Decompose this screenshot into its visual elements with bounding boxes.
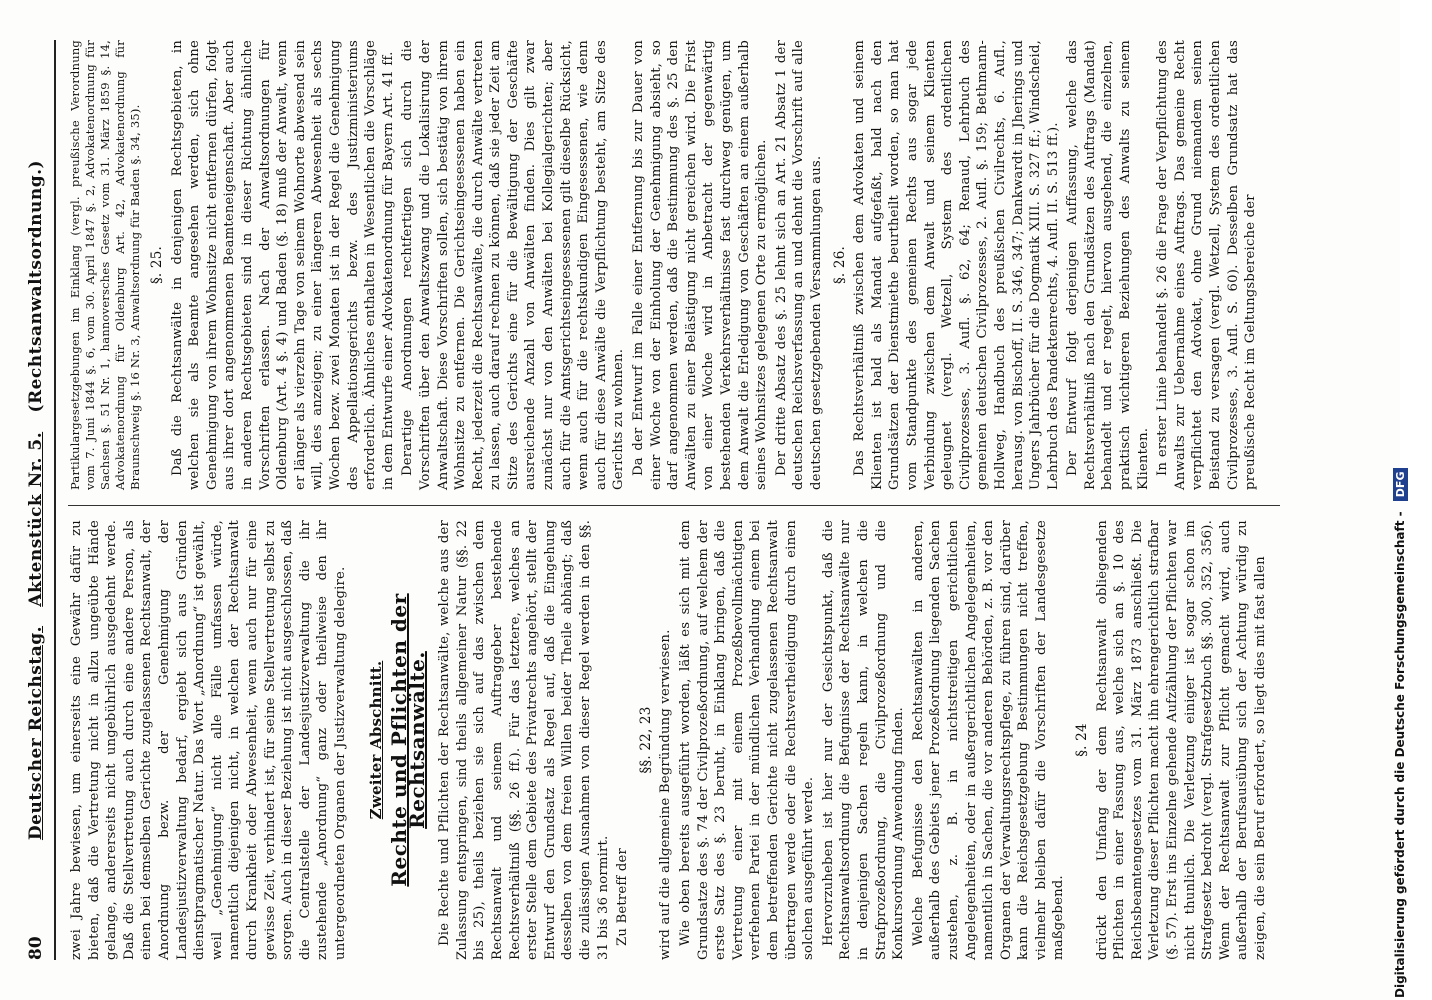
right-column: [68, 40, 1380, 490]
section-title: Zweiter Abschnitt.: [366, 660, 385, 820]
paragraph-heading: §§. 22, 23: [637, 706, 654, 774]
column-divider: [68, 505, 1280, 506]
title-rechtsanwaltsordnung: (Rechtsanwaltsordnung.): [26, 159, 46, 413]
paragraph: drückt den Umfang der dem Rechtsanwalt obliegenden Pflichten in einer Fassung aus, welche sich an §. 10 des Reichsbeamtengesetzes vom 31. März 1873 anschließt. Die Verletzung dieser Pflichten macht ihn ehrengerichtlich strafbar (§. 57). Erst ins Einzelne gehende Aufzählung der Pflichten war nicht thunlich. Die Verletzung einiger ist sogar schon im Strafgesetz bedroht (vergl. Strafgesetzbuch §§. 300, 352, 356). Wenn der Rechtsanwalt zur Pflicht gemacht wird, auch außerhalb der Berufsausübung sich der Achtung würdig zu zeigen, die sein Beruf erfordert, so liegt dies mit fast allen: [1094, 520, 1268, 960]
page-title: [26, 40, 46, 960]
paragraph: zwei Jahre bewiesen, um einerseits eine Gewähr dafür zu bieten, daß die Vertretung nicht in allzu ungeübte Hände gelange, andererseits nicht ungebührlich ausgedehnt werde. Daß die Stellvertretung auch durch eine andere Person, als einen bei demselben Gerichte zugelassenen Rechtsanwalt, der Anordnung bezw. der Genehmigung der Landesjustizverwaltung bedarf, ergiebt sich aus Gründen dienstpragmatischer Natur. Das Wort „Anordnung“ ist gewählt, weil „Genehmigung“ nicht alle Fälle umfassen würde, namentlich diejenigen nicht, in welchen der Rechtsanwalt durch Krankheit oder Abwesenheit, wenn auch nur für eine gewisse Zeit, verhindert ist, für seine Stellvertretung selbst zu sorgen. Auch in dieser Beziehung ist nicht ausgeschlossen, daß die Centralstelle der Landesjustizverwaltung die ihr zustehende „Anordnung“ ganz oder theilweise den ihr untergeordneten Organen der Justizverwaltung delegire.: [69, 520, 348, 960]
title-reichstag: Deutscher Reichstag.: [26, 625, 46, 841]
paragraph: Die Rechte und Pflichten der Rechtsanwälte, welche aus der Zulassung entspringen, sind theils allgemeiner Natur (§§. 22 bis 25), theils beziehen sie sich auf das zwischen dem Rechtsanwalt und seinem Auftraggeber bestehende Rechtsverhältniß (§§. 26 ff.). Für das letztere, welches an erster Stelle dem Gebiete des Privatrechts angehört, stellt der Entwurf den Grundsatz als Regel auf, daß die Eingehung desselben von dem freien Willen beider Theile abhängt; daß die zulässigen Ausnahmen von dieser Regel werden in den §§. 31 bis 36 normirt.: [437, 520, 611, 960]
paragraph: Das Rechtsverhältniß zwischen dem Advokaten und seinem Klienten ist bald als Mandat aufgefaßt, bald nach den Grundsätzen der Dienstmiethe beurtheilt worden, so man hat vom Standpunkte des gemeinen Rechts aus sogar jede Verbindung zwischen dem Anwalt und seinem Klienten geleugnet (vergl. Wetzell, System des ordentlichen Civilprozesses, 3. Aufl. §. 62, 64; Renaud, Lehrbuch des gemeinen deutschen Civilprozesses, 2. Aufl. §. 159; Bethmann-Hollweg, Handbuch des preußischen Civilrechts, 6. Aufl., herausg. von Bischoff, II. S. 346, 347; Dankwardt in Jherings und Ungers Jahrbücher für die Dogmatik XIII. S. 327 ff.; Windscheid, Lehrbuch des Pandektenrechts, 4. Aufl. II. S. 513 ff.).: [852, 40, 1061, 490]
paragraph-heading: §. 26.: [831, 246, 848, 285]
paragraph: In erster Linie behandelt §. 26 die Frage der Verpflichtung des Anwalts zur Uebernahme eines Auftrags. Das gemeine Recht verpflichtet den Advokat, ohne Grund niemandem seinen Beistand zu versagen (vergl. Wetzell, System des ordentlichen Civilprozesses, 3. Aufl. S. 60). Desselben Grundsatz hat das preußische Recht im Geltungsbereiche der: [1155, 40, 1259, 490]
paragraph: Der Entwurf folgt derjenigen Auffassung, welche das Rechtsverhältniß nach den Grundsätzen des Auftrags (Mandat) behandelt und er regelt, hiervon ausgehend, die einzelnen, praktisch wichtigeren Beziehungen des Anwalts zu seinem Klienten.: [1065, 40, 1151, 490]
paragraph: Wie oben bereits ausgeführt worden, läßt es sich mit dem Grundsatze des §. 74 der Civilprozeßordnung, auf welchem der erste Satz des §. 23 beruht, in Einklang bringen, daß die Vertretung einer mit einem Prozeßbevollmächtigten verfehenen Partei in der mündlichen Verhandlung einem bei dem betreffenden Gerichte nicht zugelassenen Rechtsanwalt übertragen werde oder die Rechtsvertheidigung durch einen solchen ausgeführt werde.: [678, 520, 817, 960]
paragraph: Der dritte Absatz des §. 25 lehnt sich an Art. 21 Absatz 1 der deutschen Reichsverfassung an und dehnt die Vorschrift auf alle deutschen gesetzgebenden Versammlungen aus.: [773, 40, 824, 490]
paragraph: wird auf die allgemeine Begründung verwiesen.: [658, 629, 674, 960]
paragraph: Welche Befugnisse den Rechtsanwälten in anderen, außerhalb des Gebiets jener Prozeßordnung liegenden Sachen zustehen, z. B. in nichtstreitigen gerichtlichen Angelegenheiten, oder in außergerichtlichen Angelegenheiten, namentlich in Sachen, die vor anderen Behörden, z. B. vor den Organen der Verwaltungsrechtspflege, zu führen sind, darüber kann die Reichsgesetzgebung Bestimmungen nicht treffen, vielmehr bleiben dafür die Vorschriften der Landesgesetze maßgebend.: [910, 520, 1067, 960]
dfg-logo: DFG: [1393, 468, 1408, 502]
digitization-note-text: Digitalisierung gefördert durch die Deutsche Forschungsgemeinschaft -: [1393, 511, 1407, 998]
section-subtitle: Rechte und Pflichten der Rechtsanwälte.: [387, 593, 429, 887]
page-number: 80: [26, 936, 46, 960]
paragraph: Da der Entwurf im Falle einer Entfernung bis zur Dauer von einer Woche von der Einholung der Genehmigung absieht, so darf angenommen werden, daß die Bestimmung des §. 25 den Anwälten zu einer Belästigung nicht gereichen wird. Die Frist von einer Woche wird in Anbetracht der gegenwärtig bestehenden Verkehrsverhältnisse fast durchweg genügen, um dem Anwalt die Erledigung von Geschäften an einem außerhalb seines Wohnsitzes gelegenen Orte zu ermöglichen.: [631, 40, 770, 490]
paragraph-heading: §. 24: [1074, 723, 1091, 757]
title-aktenstueck: Aktenstück Nr. 5.: [26, 431, 46, 607]
left-column: [68, 520, 1380, 960]
paragraph-heading: §. 25.: [149, 246, 165, 285]
paragraph-lead: Zu Betreff der: [615, 847, 631, 946]
paragraph: Daß die Rechtsanwälte in denjenigen Rechtsgebieten, in welchen sie als Beamte angesehen werden, sich ohne Genehmigung von ihrem Wohnsitze nicht entfernen dürfen, folgt aus ihrer dort angenommenen Beamteneigenschaft. Aber auch in anderen Rechtsgebieten sind in dieser Richtung ähnliche Vorschriften erlassen. Nach der Anwaltsordnungen für Oldenburg (Art. 4 §. 4) und Baden (§. 18) muß der Anwalt, wenn er länger als vierzehn Tage von seinem Wohnorte abwesend sein will, dies anzeigen; zu einer längeren Abwesenheit als sechs Wochen bezw. zwei Monaten ist in der Regel die Genehmigung des Appellationsgerichts bezw. des Justizministeriums erforderlich. Ähnliches enthalten in Wesentlichen die Vorschläge in dem Entwurfe einer Advokatenordnung für Bayern Art. 41 ff.: [169, 40, 396, 490]
paragraph: Hervorzuheben ist hier nur der Gesichtspunkt, daß die Rechtsanwaltsordnung die Befugnisse der Rechtsanwälte nur in denjenigen Sachen regeln kann, in welchen die Strafprozeßordnung, die Civilprozeßordnung und die Konkursordnung Anwendung finden.: [820, 520, 907, 960]
digitization-note: [1393, 468, 1408, 998]
page-header: [22, 40, 56, 960]
paragraph: Derartige Anordnungen rechtfertigen sich durch die Vorschriften über den Anwaltszwang und die Lokalisirung der Anwaltschaft. Diese Vorschriften sollen, sich bestätig von ihrem Wohnsitze zu entfernen. Die Gerichtseingesessenen haben ein Recht, jederzeit die Rechtsanwälte, die durch Anwälte vertreten zu lassen, auch darauf rechnen zu können, daß sie jeder Zeit am Sitze des Gerichts eine für die Bewältigung der Geschäfte ausreichende Anzahl von Anwälten finden. Dies gilt zwar zunächst nur von den Anwälten bei Kollegialgerichten; aber auch für die Amtsgerichtseingesessenen gilt dieselbe Rücksicht, wenn auch für die rechtskundigen Eingesessenen, wie denn auch für diese Anwälte die Verpflichtung besteht, am Sitze des Gerichts zu wohnen.: [400, 40, 627, 490]
paragraph: Partikulargesetzgebungen im Einklang (vergl. preußische Verordnung vom 7. Juni 1844 §. 6, vom 30. April 1847 §. 2, Advokatenordnung für Sachsen §. 51 Nr. 1, hannoversches Gesetz vom 31. März 1859 §. 14, Advokatenordnung für Oldenburg Art. 42, Advokatenordnung für Braunschweig §. 16 Nr. 3, Anwaltsordnung für Baden §. 34, 35).: [68, 40, 142, 490]
